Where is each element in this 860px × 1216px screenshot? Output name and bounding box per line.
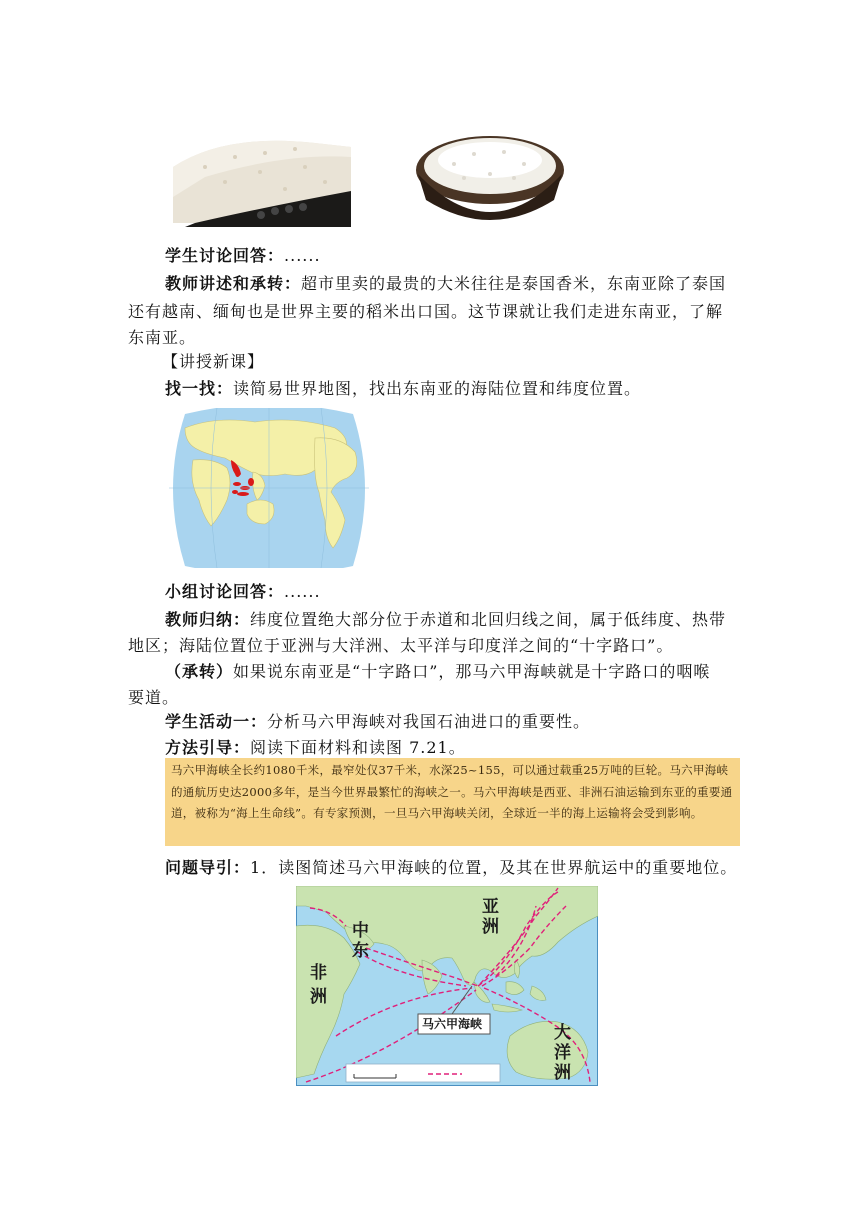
transition-label: （承转） bbox=[165, 662, 234, 681]
teacher-summary-label: 教师归纳： bbox=[165, 610, 251, 629]
teacher-narration-text-1: 超市里卖的最贵的大米往往是泰国香米，东南亚除了泰国 bbox=[301, 274, 727, 293]
method-guide-text: 阅读下面材料和读图 7.21。 bbox=[250, 738, 466, 757]
section-heading: 【讲授新课】 bbox=[162, 352, 265, 371]
label-oceania-1: 大 bbox=[554, 1023, 571, 1043]
teacher-narration-line-2: 还有越南、缅甸也是世界主要的稻米出口国。这节课就让我们走进东南亚，了解 bbox=[128, 302, 724, 321]
transition-text-1: 如果说东南亚是“十字路口”，那马六甲海峡就是十字路口的咽喉 bbox=[233, 662, 711, 681]
material-callout: 马六甲海峡全长约1080千米，最窄处仅37千米，水深25~155，可以通过载重25万吨的巨轮。马六甲海峡的通航历史达2000多年，是当今世界最繁忙的海峡之一。马六甲海峡是西亚、非洲石油运输到东亚的重要通道，被称为“海上生命线”。有专家预测，一旦马六甲海峡关闭，全球近一半的海上运输将会受到影响。 bbox=[165, 758, 740, 846]
label-africa-2: 洲 bbox=[310, 987, 327, 1007]
question-guide-text: 1．读图简述马六甲海峡的位置，及其在世界航运中的重要地位。 bbox=[250, 858, 738, 877]
label-oceania-2: 洋 bbox=[554, 1043, 571, 1063]
group-answer-line bbox=[165, 576, 745, 607]
question-guide-line bbox=[165, 852, 745, 883]
label-africa-1: 非 bbox=[310, 963, 327, 983]
teacher-narration-line-1 bbox=[165, 268, 745, 299]
label-asia-2: 洲 bbox=[482, 917, 499, 937]
student-activity-text: 分析马六甲海峡对我国石油进口的重要性。 bbox=[267, 712, 591, 731]
teacher-narration-line-3: 东南亚。 bbox=[128, 328, 197, 347]
teacher-summary-text-1: 纬度位置绝大部分位于赤道和北回归线之间，属于低纬度、热带 bbox=[250, 610, 727, 629]
student-answer-line bbox=[165, 240, 745, 271]
question-guide-label: 问题导引： bbox=[165, 858, 251, 877]
world-map bbox=[165, 408, 373, 568]
group-answer-text: ...... bbox=[284, 582, 321, 601]
malacca-strait-map bbox=[296, 886, 598, 1086]
teacher-narration-label: 教师讲述和承转： bbox=[165, 274, 302, 293]
find-task-text: 读简易世界地图，找出东南亚的海陆位置和纬度位置。 bbox=[233, 379, 642, 398]
label-asia-1: 亚 bbox=[482, 897, 499, 917]
label-mideast-2: 东 bbox=[352, 941, 369, 961]
student-activity-label: 学生活动一： bbox=[165, 712, 268, 731]
group-answer-label: 小组讨论回答： bbox=[165, 582, 285, 601]
find-task-line bbox=[165, 373, 745, 404]
transition-line-2: 要道。 bbox=[128, 688, 180, 707]
rice-bowl-image bbox=[414, 130, 566, 228]
teacher-summary-line-2: 地区；海陆位置位于亚洲与大洋洲、太平洋与印度洋之间的“十字路口”。 bbox=[128, 636, 674, 655]
find-task-label: 找一找： bbox=[165, 379, 234, 398]
student-answer-label: 学生讨论回答： bbox=[165, 246, 285, 265]
label-oceania-3: 洲 bbox=[554, 1063, 571, 1083]
label-mideast-1: 中 bbox=[352, 921, 369, 941]
malacca-map-graphic bbox=[296, 886, 598, 1086]
rice-scoop-image bbox=[165, 127, 353, 227]
strait-label: 马六甲海峡 bbox=[422, 1017, 483, 1031]
method-guide-label: 方法引导： bbox=[165, 738, 251, 757]
student-answer-text: ...... bbox=[284, 246, 321, 265]
